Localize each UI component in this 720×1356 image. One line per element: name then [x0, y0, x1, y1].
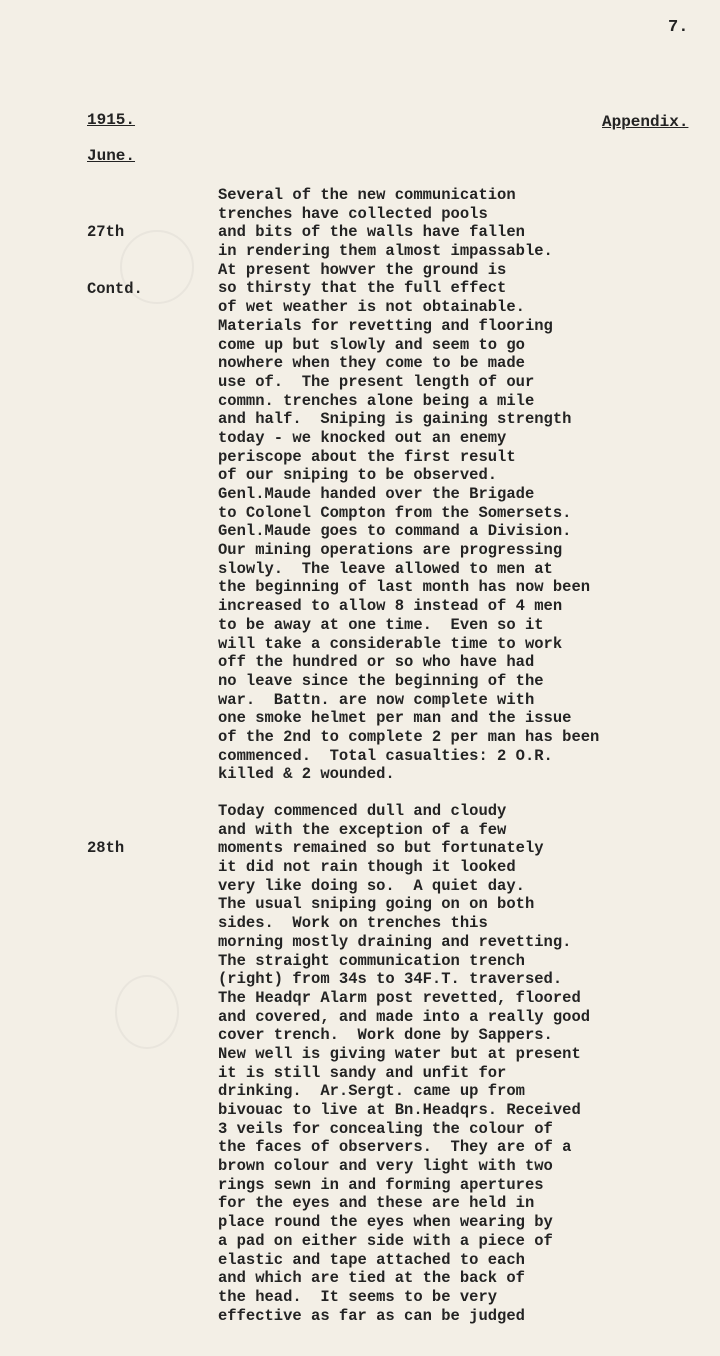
entry-text-line: commenced. Total casualties: 2 O.R. — [218, 746, 553, 765]
date-line: Contd. — [87, 279, 143, 298]
entry-text-line: trenches have collected pools — [218, 204, 488, 223]
entry-date — [87, 186, 143, 336]
entry-text-line: to be away at one time. Even so it — [218, 615, 544, 634]
entry-text-line: one smoke helmet per man and the issue — [218, 709, 572, 728]
entry-text-line: use of. The present length of our — [218, 372, 535, 391]
diary-entry — [218, 802, 590, 1325]
entry-text-line: it is still sandy and unfit for — [218, 1063, 507, 1082]
entry-text-line: slowly. The leave allowed to men at — [218, 559, 553, 578]
entry-text-line: so thirsty that the full effect — [218, 279, 507, 298]
entry-text-line: of the 2nd to complete 2 per man has been — [218, 727, 600, 746]
entry-text-line: bivouac to live at Bn.Headqrs. Received — [218, 1101, 581, 1119]
entry-text-line: brown colour and very light with two — [218, 1157, 553, 1176]
entry-text-line: Genl.Maude handed over the Brigade — [218, 485, 535, 503]
entry-text-line: increased to allow 8 instead of 4 men — [218, 597, 563, 616]
entry-text-line: to Colonel Compton from the Somersets. — [218, 503, 572, 522]
entry-text-line: and bits of the walls have fallen — [218, 223, 525, 242]
entry-text-line: sides. Work on trenches this — [218, 914, 488, 933]
entry-text-line: the head. It seems to be very — [218, 1287, 498, 1306]
entry-text-line: for the eyes and these are held in — [218, 1194, 535, 1213]
entry-text-line: morning mostly draining and revetting. — [218, 932, 572, 951]
entry-text-line: elastic and tape attached to each — [218, 1250, 525, 1269]
faint-watermark — [115, 975, 179, 1049]
entry-text-line: New well is giving water but at present — [218, 1044, 581, 1063]
year-heading: 1915. — [87, 111, 136, 129]
entry-text-line: periscope about the first result — [218, 447, 516, 466]
entry-text-line: rings sewn in and forming apertures — [218, 1175, 544, 1194]
entry-text-line: 3 veils for concealing the colour of — [218, 1119, 553, 1138]
entry-text-line: no leave since the beginning of the — [218, 671, 544, 690]
entry-text-line: Our mining operations are progressing — [218, 541, 563, 560]
entry-text-line: and half. Sniping is gaining strength — [218, 410, 572, 429]
entry-text-line: a pad on either side with a piece of — [218, 1231, 553, 1250]
appendix-heading: Appendix. — [602, 113, 689, 131]
entry-text-line: today - we knocked out an enemy — [218, 428, 507, 447]
entry-text-line: (right) from 34s to 34F.T. traversed. — [218, 970, 563, 989]
entry-text-line: cover trench. Work done by Sappers. — [218, 1026, 553, 1045]
entry-text-line: killed & 2 wounded. — [218, 765, 395, 784]
entry-text-line: it did not rain though it looked — [218, 858, 516, 877]
entry-text-line: drinking. Ar.Sergt. came up from — [218, 1082, 525, 1101]
entry-text-line: moments remained so but fortunately — [218, 839, 544, 858]
entry-text-line: very like doing so. A quiet day. — [218, 876, 525, 895]
entry-text-line: commn. trenches alone being a mile — [218, 391, 535, 410]
entry-text-line: effective as far as can be judged — [218, 1306, 525, 1325]
entry-text-line: and with the exception of a few — [218, 820, 507, 839]
entry-text-line: Several of the new communication — [218, 186, 516, 204]
entry-text-line: of our sniping to be observed. — [218, 466, 498, 485]
entry-text-line: of wet weather is not obtainable. — [218, 298, 525, 317]
entry-text-line: Genl.Maude goes to command a Division. — [218, 522, 572, 541]
entry-text-line: off the hundred or so who have had — [218, 653, 535, 672]
diary-entry — [218, 186, 599, 784]
entry-text-line: war. Battn. are now complete with — [218, 690, 535, 709]
entry-text-line: The usual sniping going on on both — [218, 895, 535, 914]
entry-date — [87, 802, 124, 896]
date-line: 28th — [87, 839, 125, 858]
entry-text-line: The Headqr Alarm post revetted, floored — [218, 988, 581, 1007]
entry-text-line: in rendering them almost impassable. — [218, 242, 553, 261]
entry-text-line: At present howver the ground is — [218, 260, 507, 279]
entry-text-line: Today commenced dull and cloudy — [218, 802, 507, 820]
page-number: 7. — [668, 18, 689, 37]
entry-text-line: and which are tied at the back of — [218, 1269, 525, 1288]
entry-text-line: and covered, and made into a really good — [218, 1007, 591, 1026]
entry-text-line: place round the eyes when wearing by — [218, 1213, 553, 1232]
entry-text-line: nowhere when they come to be made — [218, 354, 525, 373]
entry-text-line: will take a considerable time to work — [218, 634, 563, 653]
entry-text-line: the faces of observers. They are of a — [218, 1138, 572, 1157]
entry-text-line: Materials for revetting and flooring — [218, 316, 553, 335]
date-line: 27th — [87, 223, 125, 242]
entry-text-line: The straight communication trench — [218, 951, 525, 970]
month-heading: June. — [87, 147, 136, 165]
entry-text-line: the beginning of last month has now been — [218, 578, 591, 597]
entry-text-line: come up but slowly and seem to go — [218, 335, 525, 354]
